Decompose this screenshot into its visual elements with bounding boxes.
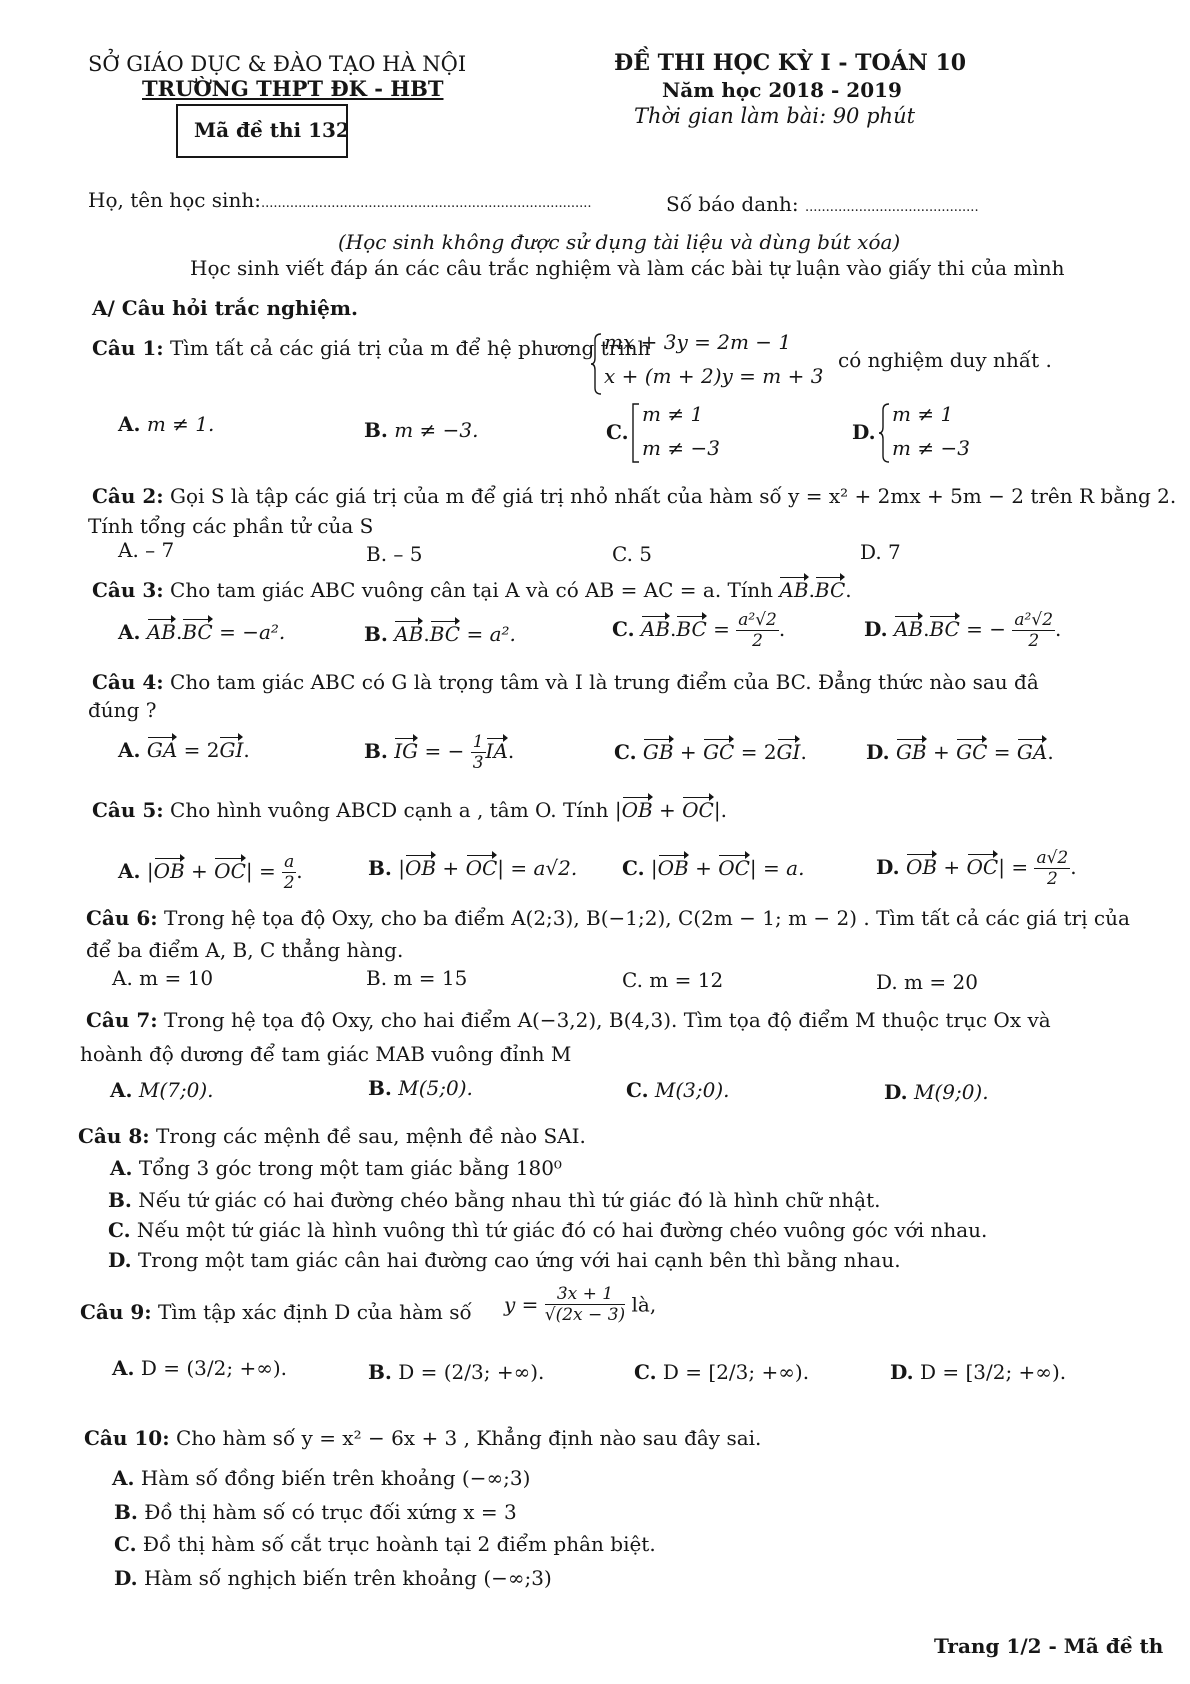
denominator: 3 [472, 753, 484, 773]
question-4 [92, 670, 1039, 694]
student-name-row [88, 188, 592, 212]
option-letter: C. [622, 856, 645, 880]
question-text: Cho tam giác ABC vuông cân tại A và có AB = AC = a. Tính [170, 578, 774, 602]
option-text: M(5;0). [398, 1076, 473, 1100]
q2-option-d: D. 7 [860, 540, 901, 564]
question-label: Câu 10: [84, 1426, 170, 1450]
instruction-note: (Học sinh không được sử dụng tài liệu và dùng bút xóa) [338, 230, 901, 254]
option-line: m ≠ 1 [892, 402, 954, 426]
option-letter: C. [612, 617, 635, 641]
school-name: TRƯỜNG THPT ĐK - HBT [142, 76, 444, 101]
q7-option-d [884, 1080, 989, 1104]
q1-option-d [852, 420, 876, 444]
vector: OC [718, 856, 750, 880]
option-letter: B. [368, 856, 392, 880]
numerator: a²√2 [1014, 610, 1054, 630]
option-letter: A. [118, 412, 141, 436]
option-line: m ≠ −3 [892, 436, 970, 460]
option-text: Hàm số nghịch biến trên khoảng (−∞;3) [143, 1566, 552, 1590]
question-5: Câu 5: Cho hình vuông ABCD cạnh a , tâm O. Tính |OB + OC|. [92, 798, 727, 822]
option-letter: D. [890, 1360, 914, 1384]
option-letter: C. [108, 1218, 131, 1242]
left-brace-icon [590, 332, 602, 396]
question-9 [80, 1300, 472, 1324]
question-4-line-2: đúng ? [88, 698, 157, 722]
option-text: = a√2. [510, 856, 578, 880]
question-text: Trong các mệnh đề sau, mệnh đề nào SAI. [156, 1124, 586, 1148]
option-letter: C. [626, 1078, 649, 1102]
fraction [471, 732, 486, 773]
option-letter: A. [118, 620, 141, 644]
vector: GA [146, 738, 178, 762]
option-letter: D. [852, 420, 876, 444]
option-text: M(3;0). [654, 1078, 730, 1102]
q1-equation-2: x + (m + 2)y = m + 3 [604, 364, 824, 388]
option-text: D = (2/3; +∞). [398, 1360, 545, 1384]
exam-title: ĐỀ THI HỌC KỲ I - TOÁN 10 [614, 50, 967, 76]
option-letter: B. [114, 1500, 138, 1524]
q1-tail: có nghiệm duy nhất . [838, 348, 1052, 372]
denominator: 2 [1028, 631, 1040, 651]
student-name-label: Họ, tên học sinh: [88, 188, 261, 212]
q9-option-a [112, 1356, 287, 1380]
option-text: Nếu tứ giác có hai đường chéo bằng nhau thì tứ giác đó là hình chữ nhật. [138, 1188, 881, 1212]
vector: GB [642, 740, 674, 764]
numerator: 3x + 1 [545, 1284, 625, 1305]
q8-option-b [108, 1188, 880, 1212]
denominator: √(2x − 3) [544, 1305, 626, 1325]
denominator: 2 [283, 873, 295, 893]
vector: BC [676, 617, 707, 641]
denominator: 2 [1046, 869, 1058, 889]
vector: OB [905, 855, 938, 879]
option-letter: B. [364, 418, 388, 442]
question-text: Tìm tất cả các giá trị của m để hệ phương trình [170, 336, 651, 360]
question-label: Câu 4: [92, 670, 164, 694]
vector: OB [657, 856, 689, 880]
option-text: Đồ thị hàm số có trục đối xứng x = 3 [144, 1500, 517, 1524]
question-label: Câu 9: [80, 1300, 152, 1324]
option-letter: A. [110, 1156, 133, 1180]
q10-option-d [114, 1566, 552, 1590]
exam-code: Mã đề thi 132 [194, 118, 350, 142]
q9-function: y = $\frac{3x + 1}{√(2x - 3)}$ là, [504, 1284, 657, 1325]
q2-option-a: A. – 7 [118, 538, 175, 562]
section-heading: A/ Câu hỏi trắc nghiệm. [92, 296, 358, 320]
vector: OC [214, 859, 246, 883]
option-letter: D. [876, 855, 900, 879]
exam-duration: Thời gian làm bài: 90 phút [634, 104, 916, 128]
q9-option-b [368, 1360, 544, 1384]
fraction [1012, 610, 1055, 651]
fraction [736, 610, 779, 651]
option-letter: C. [634, 1360, 657, 1384]
option-text: = −a². [219, 620, 286, 644]
q9-option-c [634, 1360, 809, 1384]
q4-option-a: A. GA = 2GI. [118, 738, 250, 762]
q6-option-a: A. m = 10 [112, 966, 214, 990]
question-2 [92, 484, 1176, 508]
q4-option-c: C. GB + GC = 2GI. [614, 740, 807, 764]
option-text: D = (3/2; +∞). [140, 1356, 288, 1380]
vector: IG [394, 739, 419, 763]
exam-code-box [176, 104, 348, 158]
option-letter: D. [864, 617, 888, 641]
option-text: Trong một tam giác cân hai đường cao ứng với hai cạnh bên thì bằng nhau. [137, 1248, 901, 1272]
q4-option-d: D. GB + GC = GA. [866, 740, 1054, 764]
vector: BC [929, 617, 960, 641]
instruction-answer-sheet: Học sinh viết đáp án các câu trắc nghiệm và làm các bài tự luận vào giấy thi của mình [190, 256, 1065, 280]
q5-option-a: A. |OB + OC| = $\frac{a}{2}$ . [118, 852, 303, 893]
question-text: Gọi S là tập các giá trị của m để giá trị nhỏ nhất của hàm số y = x² + 2mx + 5m − 2 trên R bằng 2. [170, 484, 1177, 508]
question-tail: là, [631, 1292, 657, 1317]
question-1 [92, 336, 650, 360]
vector: OB [153, 859, 185, 883]
bracket-icon [630, 402, 640, 464]
option-text: Tổng 3 góc trong một tam giác bằng 180⁰ [138, 1156, 562, 1180]
option-line: m ≠ −3 [642, 436, 720, 460]
option-letter: D. [114, 1566, 138, 1590]
q1-option-a [118, 412, 214, 436]
question-text: Trong hệ tọa độ Oxy, cho ba điểm A(2;3), B(−1;2), C(2m − 1; m − 2) . Tìm tất cả các giá trị của [164, 906, 1130, 930]
question-label: Câu 5: [92, 798, 164, 822]
question-label: Câu 7: [86, 1008, 158, 1032]
option-text: Nếu một tứ giác là hình vuông thì tứ giác đó có hai đường chéo vuông góc với nhau. [136, 1218, 988, 1242]
fraction [282, 852, 296, 893]
vector: OC [465, 856, 498, 880]
school-year: Năm học 2018 - 2019 [662, 78, 902, 102]
q1-equation-1: mx + 3y = 2m − 1 [604, 330, 792, 354]
option-letter: B. [108, 1188, 132, 1212]
vector: AB [394, 622, 424, 646]
option-text: = a. [763, 856, 805, 880]
vector: OC [966, 855, 999, 879]
option-letter: A. [110, 1078, 133, 1102]
question-6-line-2: để ba điểm A, B, C thẳng hàng. [86, 938, 404, 962]
vector: AB [640, 617, 671, 641]
option-letter: B. [368, 1360, 392, 1384]
q6-option-c: C. m = 12 [622, 968, 724, 992]
vector: AB [146, 620, 176, 644]
option-text: Đồ thị hàm số cắt trục hoành tại 2 điểm phân biệt. [142, 1532, 656, 1556]
student-name-blank: ................................................................................ [260, 196, 592, 211]
q6-option-d: D. m = 20 [876, 970, 978, 994]
q1-option-c [606, 420, 629, 444]
student-id-blank: .......................................... [805, 200, 979, 215]
vector: OB [404, 856, 437, 880]
page-footer: Trang 1/2 - Mã đề th [934, 1634, 1164, 1658]
option-letter: A. [118, 859, 141, 883]
department-name: SỞ GIÁO DỤC & ĐÀO TẠO HÀ NỘI [88, 52, 467, 76]
q1-option-b [364, 418, 479, 442]
q7-option-a [110, 1078, 213, 1102]
option-letter: A. [112, 1466, 135, 1490]
q10-option-b [114, 1500, 517, 1524]
q2-option-c: C. 5 [612, 542, 653, 566]
q8-option-c [108, 1218, 987, 1242]
q4-option-b: B. IG = − $\frac{1}{3}$ IA. [364, 732, 515, 773]
q3-option-a: A. AB.BC = −a². [118, 620, 286, 644]
vector: GI [776, 740, 801, 764]
fraction [545, 1284, 625, 1325]
vector: GB [895, 740, 927, 764]
option-line: m ≠ 1 [642, 402, 704, 426]
vector: BC [182, 620, 213, 644]
vector: GC [956, 740, 988, 764]
vector: IA [485, 739, 508, 763]
option-text: D = [2/3; +∞). [662, 1360, 810, 1384]
q3-option-d: D. AB.BC = − $\frac{\text{a²√2}}{2}$ . [864, 610, 1062, 651]
option-text: D = [3/2; +∞). [919, 1360, 1067, 1384]
question-2-line-2: Tính tổng các phần tử của S [88, 514, 374, 538]
question-8 [78, 1124, 586, 1148]
fraction [1034, 848, 1070, 889]
question-7-line-2: hoành độ dương để tam giác MAB vuông đỉnh M [80, 1042, 572, 1066]
option-letter: A. [112, 1356, 135, 1380]
option-text: m ≠ 1. [146, 412, 215, 436]
option-text: = a². [466, 622, 516, 646]
q8-option-a [110, 1156, 562, 1180]
q7-option-b [368, 1076, 473, 1100]
question-label: Câu 3: [92, 578, 164, 602]
student-id-row [666, 192, 979, 216]
numerator: 1 [472, 732, 484, 752]
question-text: Cho tam giác ABC có G là trọng tâm và I là trung điểm của BC. Đẳng thức nào sau đâ [170, 670, 1039, 694]
option-text: M(9;0). [913, 1080, 989, 1104]
question-text: Cho hàm số y = x² − 6x + 3 , Khẳng định nào sau đây sai. [175, 1426, 762, 1450]
question-label: Câu 1: [92, 336, 164, 360]
q3-option-b: B. AB.BC = a². [364, 622, 516, 646]
q10-option-a [112, 1466, 530, 1490]
question-6 [86, 906, 1130, 930]
q5-option-c: C. |OB + OC| = a. [622, 856, 805, 880]
denominator: 2 [752, 631, 763, 651]
vector: BC [814, 578, 846, 602]
option-letter: C. [114, 1532, 137, 1556]
q9-option-d [890, 1360, 1066, 1384]
vector: GI [219, 738, 244, 762]
q2-option-b: B. – 5 [366, 542, 423, 566]
option-text: Hàm số đồng biến trên khoảng (−∞;3) [140, 1466, 531, 1490]
vector: GC [703, 740, 735, 764]
q8-option-d [108, 1248, 901, 1272]
q5-option-d: D. OB + OC| = $\frac{a√2}{2}$ . [876, 848, 1077, 889]
q6-option-b: B. m = 15 [366, 966, 468, 990]
question-7 [86, 1008, 1051, 1032]
q7-option-c [626, 1078, 730, 1102]
question-10 [84, 1426, 761, 1450]
option-letter: D. [866, 740, 890, 764]
vector: OB [621, 798, 653, 822]
question-text: Trong hệ tọa độ Oxy, cho hai điểm A(−3,2), B(4,3). Tìm tọa độ điểm M thuộc trục Ox và [164, 1008, 1051, 1032]
q5-option-b: B. |OB + OC| = a√2. [368, 856, 578, 880]
numerator: a [284, 852, 295, 872]
option-letter: C. [614, 740, 637, 764]
question-3: Câu 3: Cho tam giác ABC vuông cân tại A và có AB = AC = a. Tính AB.BC. [92, 578, 852, 602]
vector: OC [682, 798, 714, 822]
option-letter: C. [606, 420, 629, 444]
question-label: Câu 6: [86, 906, 158, 930]
question-label: Câu 2: [92, 484, 164, 508]
vector: BC [429, 622, 461, 646]
q10-option-c [114, 1532, 656, 1556]
left-brace-icon [878, 402, 890, 464]
question-text: Cho hình vuông ABCD cạnh a , tâm O. Tính [170, 798, 609, 822]
student-id-label: Số báo danh: [666, 192, 799, 216]
option-letter: B. [364, 739, 388, 763]
vector: AB [893, 617, 924, 641]
option-letter: D. [108, 1248, 132, 1272]
vector: AB [779, 578, 809, 602]
question-text: Tìm tập xác định D của hàm số [158, 1300, 472, 1324]
q3-option-c: C. AB.BC = $\frac{\text{a²√2}}{2}$ . [612, 610, 786, 651]
option-letter: B. [364, 622, 388, 646]
question-label: Câu 8: [78, 1124, 150, 1148]
numerator: a²√2 [738, 610, 777, 630]
numerator: a√2 [1036, 848, 1069, 868]
option-letter: A. [118, 738, 141, 762]
option-text: M(7;0). [138, 1078, 214, 1102]
vector: GA [1016, 740, 1048, 764]
option-text: m ≠ −3. [394, 418, 479, 442]
option-letter: D. [884, 1080, 908, 1104]
option-letter: B. [368, 1076, 392, 1100]
